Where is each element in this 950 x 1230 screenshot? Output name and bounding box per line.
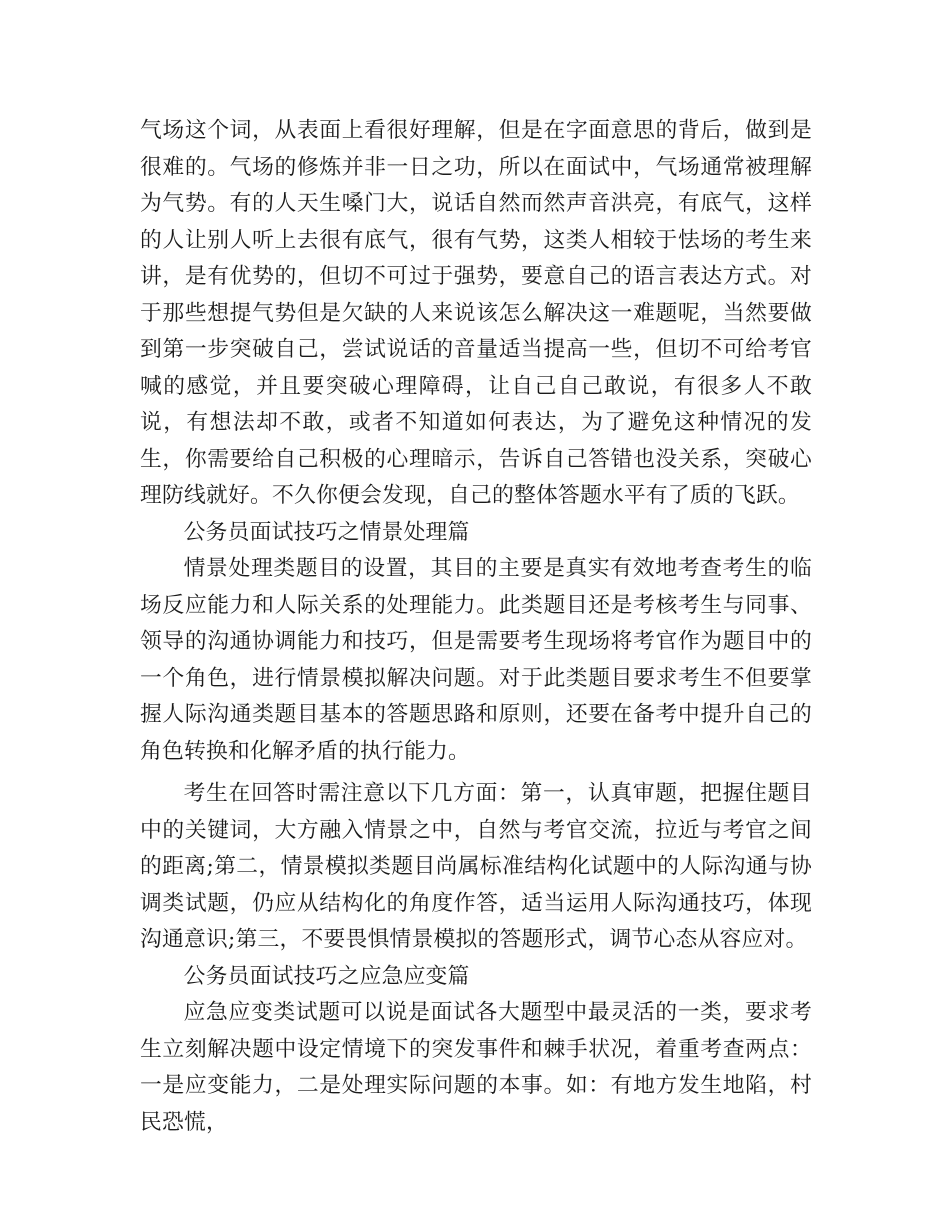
paragraph-emergency-intro: 应急应变类试题可以说是面试各大题型中最灵活的一类，要求考生立刻解决题中设定情境下的突发事件和棘手状况，着重考查两点：一是应变能力，二是处理实际问题的本事。如：有地方发生地陷，村民恐慌， [140, 1000, 812, 1135]
section-heading-situation: 公务员面试技巧之情景处理篇 [183, 519, 470, 545]
paragraph-situation-intro: 情景处理类题目的设置，其目的主要是真实有效地考查考生的临场反应能力和人际关系的处理能力。此类题目还是考核考生与同事、领导的沟通协调能力和技巧，但是需要考生现场将考官作为题目中的一个角色，进行情景模拟解决问题。对于此类题目要求考生不但要掌握人际沟通类题目基本的答题思路和原则，还要在备考中提升自己的角色转换和化解矛盾的执行能力。 [140, 556, 812, 764]
paragraph-qichang: 气场这个词，从表面上看很好理解，但是在字面意思的背后，做到是很难的。气场的修炼并非一日之功，所以在面试中，气场通常被理解为气势。有的人天生嗓门大，说话自然而然声音洪亮，有底气，这样的人让别人听上去很有底气，很有气势，这类人相较于怯场的考生来讲，是有优势的，但切不可过于强势，要意自己的语言表达方式。对于那些想提气势但是欠缺的人来说该怎么解决这一难题呢，当然要做到第一步突破自己，尝试说话的音量适当提高一些，但切不可给考官喊的感觉，并且要突破心理障碍，让自己自己敢说，有很多人不敢说，有想法却不敢，或者不知道如何表达，为了避免这种情况的发生，你需要给自己积极的心理暗示，告诉自己答错也没关系，突破心理防线就好。不久你便会发现，自己的整体答题水平有了质的飞跃。 [140, 118, 812, 508]
document-body [140, 113, 812, 1141]
section-heading-emergency: 公务员面试技巧之应急应变篇 [183, 963, 470, 989]
paragraph-situation-tips: 考生在回答时需注意以下几方面：第一，认真审题，把握住题目中的关键词，大方融入情景之中，自然与考官交流，拉近与考官之间的距离;第二，情景模拟类题目尚属标准结构化试题中的人际沟通与协调类试题，仍应从结构化的角度作答，适当运用人际沟通技巧，体现沟通意识;第三，不要畏惧情景模拟的答题形式，调节心态从容应对。 [140, 781, 812, 952]
